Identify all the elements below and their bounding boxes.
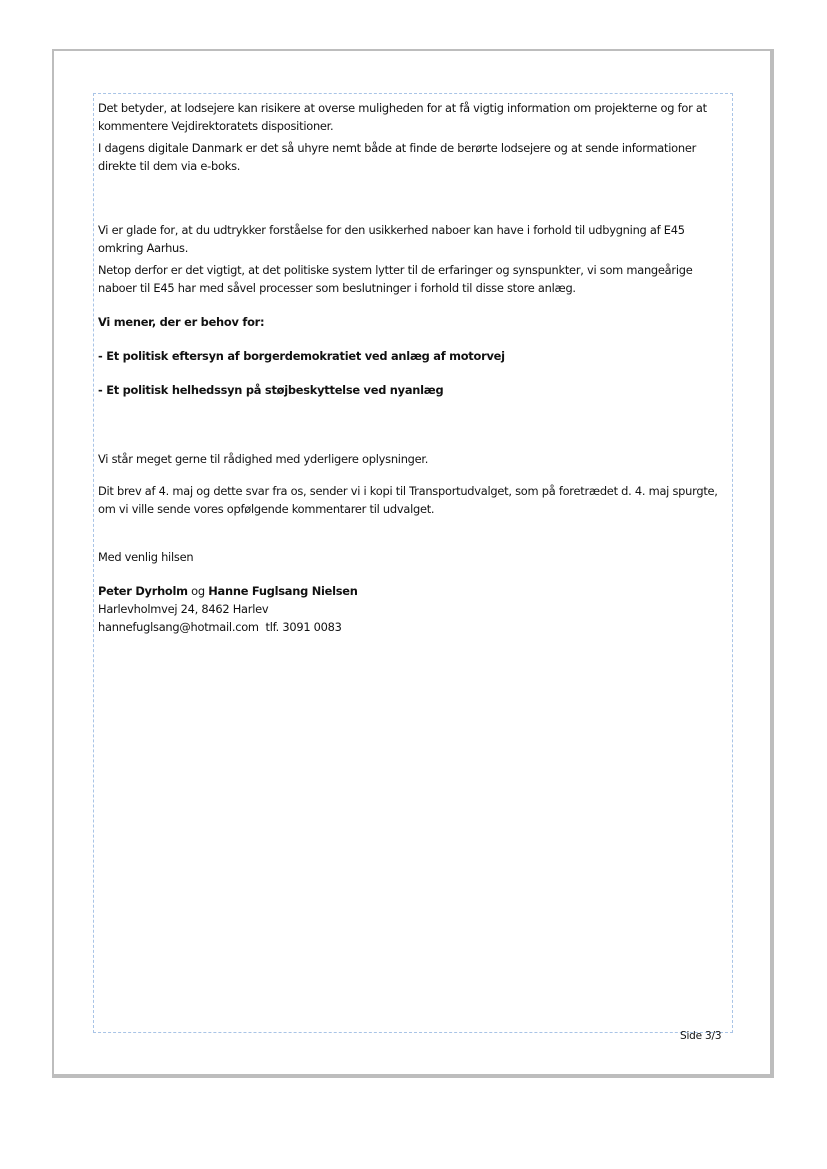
need-point-1: - Et politisk eftersyn af borgerdemokratiet ved anlæg af motorvej <box>98 349 505 363</box>
need-point-2: - Et politisk helhedssyn på støjbeskyttelse ved nyanlæg <box>98 383 444 397</box>
signer-address: Harlevholmvej 24, 8462 Harlev <box>98 602 269 616</box>
paragraph-availability: Vi står meget gerne til rådighed med yderligere oplysninger. <box>98 452 429 466</box>
letter-content <box>98 99 723 636</box>
closing-greeting: Med venlig hilsen <box>98 550 194 564</box>
paragraph-digital: I dagens digitale Danmark er det så uhyre nemt både at finde de berørte lodsejere og at sende informationer direkte til dem via e-boks. <box>98 141 697 173</box>
paragraph-information: Det betyder, at lodsejere kan risikere at overse muligheden for at få vigtig information om projekterne og for at kommentere Vejdirektoratets dispositioner. <box>98 101 707 133</box>
signer-contact: hannefuglsang@hotmail.com tlf. 3091 0083 <box>98 620 342 634</box>
signature-names <box>98 582 723 600</box>
signer-name-1: Peter Dyrholm <box>98 584 188 598</box>
name-connector: og <box>187 584 209 598</box>
needs-heading: Vi mener, der er behov for: <box>98 315 265 329</box>
paragraph-copy-notice: Dit brev af 4. maj og dette svar fra os, sender vi i kopi til Transportudvalget, som på foretrædet d. 4. maj spurgte, om vi ville sende vores opfølgende kommentarer til udvalget. <box>98 484 718 516</box>
signer-name-2: Hanne Fuglsang Nielsen <box>208 584 358 598</box>
paragraph-political-system: Netop derfor er det vigtigt, at det politiske system lytter til de erfaringer og synspunkter, vi som mangeårige naboer til E45 har med såvel processer som beslutninger i forhold til disse store anlæg. <box>98 263 693 295</box>
page-number: Side 3/3 <box>680 1030 722 1042</box>
paragraph-understanding: Vi er glade for, at du udtrykker forståelse for den usikkerhed naboer kan have i forhold til udbygning af E45 omkring Aarhus. <box>98 223 685 255</box>
